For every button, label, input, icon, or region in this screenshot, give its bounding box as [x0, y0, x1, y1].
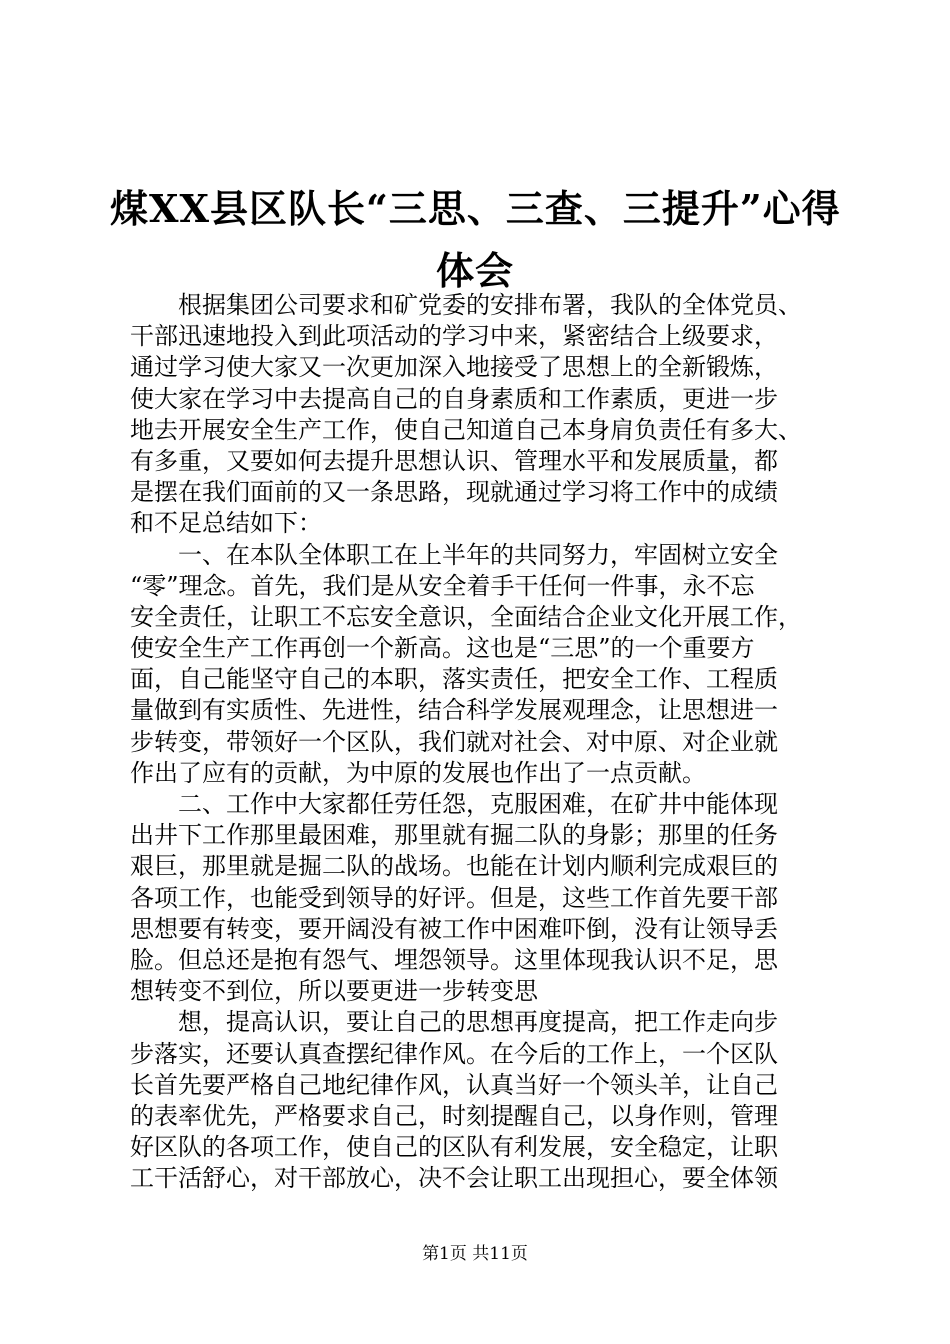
body-text-line: 思想要有转变，要开阔没有被工作中困难吓倒，没有让领导丢 — [130, 914, 778, 943]
body-text-line: 想，提高认识，要让自己的思想再度提高，把工作走向步 — [130, 1008, 778, 1037]
body-text-line: 各项工作，也能受到领导的好评。但是，这些工作首先要干部 — [130, 883, 778, 912]
document-title-line-2: 体会 — [435, 248, 514, 293]
body-text-line: 是摆在我们面前的又一条思路，现就通过学习将工作中的成绩 — [130, 478, 778, 507]
body-text-line: 使大家在学习中去提高自己的自身素质和工作素质，更进一步 — [130, 384, 778, 413]
body-text-line: 量做到有实质性、先进性，结合科学发展观理念，让思想进一 — [130, 696, 778, 725]
body-text-line: 好区队的各项工作，使自己的区队有利发展，安全稳定，让职 — [130, 1133, 778, 1162]
body-text-line: 步落实，还要认真查摆纪律作风。在今后的工作上，一个区队 — [130, 1039, 778, 1068]
page-number-footer: 第1页 共11页 — [422, 1244, 528, 1264]
body-text-line: 出井下工作那里最困难，那里就有掘二队的身影；那里的任务 — [130, 821, 778, 850]
body-text-line: 作出了应有的贡献，为中原的发展也作出了一点贡献。 — [130, 758, 706, 787]
body-text-line: 艰巨，那里就是掘二队的战场。也能在计划内顺利完成艰巨的 — [130, 852, 778, 881]
body-text-line: 二、工作中大家都任劳任怨，克服困难，在矿井中能体现 — [130, 790, 778, 818]
body-text-line: 的表率优先，严格要求自己，时刻提醒自己，以身作则，管理 — [130, 1101, 778, 1130]
body-text-line: 使安全生产工作再创一个新高。这也是“三思”的一个重要方 — [130, 634, 755, 663]
body-text-line: 想转变不到位，所以要更进一步转变思 — [130, 977, 538, 1006]
document-body — [130, 290, 850, 1194]
body-text-line: 一、在本队全体职工在上半年的共同努力，牢固树立安全 — [130, 540, 778, 569]
document-title-line-1: 煤XX县区队长“三思、三查、三提升”心得 — [110, 186, 841, 231]
body-text-line: 脸。但总还是抱有怨气、埋怨领导。这里体现我认识不足，思 — [130, 945, 778, 974]
body-text-line: 面，自己能坚守自己的本职，落实责任，把安全工作、工程质 — [130, 665, 778, 694]
body-text-line: “零”理念。首先，我们是从安全着手干任何一件事，永不忘 — [130, 571, 755, 600]
body-text-line: 长首先要严格自己地纪律作风，认真当好一个领头羊，让自己 — [130, 1070, 778, 1099]
body-text-line: 步转变，带领好一个区队，我们就对社会、对中原、对企业就 — [130, 727, 778, 756]
body-text-line: 有多重，又要如何去提升思想认识、管理水平和发展质量，都 — [130, 446, 778, 475]
body-text-line: 根据集团公司要求和矿党委的安排布署，我队的全体党员、 — [130, 291, 802, 319]
body-text-line: 和不足总结如下： — [130, 509, 322, 538]
body-text-line: 安全责任，让职工不忘安全意识，全面结合企业文化开展工作， — [130, 602, 802, 631]
body-text-line: 干部迅速地投入到此项活动的学习中来，紧密结合上级要求， — [130, 322, 778, 351]
body-text-line: 地去开展安全生产工作，使自己知道自己本身肩负责任有多大、 — [130, 415, 802, 444]
body-text-line: 通过学习使大家又一次更加深入地接受了思想上的全新锻炼， — [130, 353, 778, 382]
body-text-line: 工干活舒心，对干部放心，决不会让职工出现担心，要全体领 — [130, 1164, 778, 1193]
